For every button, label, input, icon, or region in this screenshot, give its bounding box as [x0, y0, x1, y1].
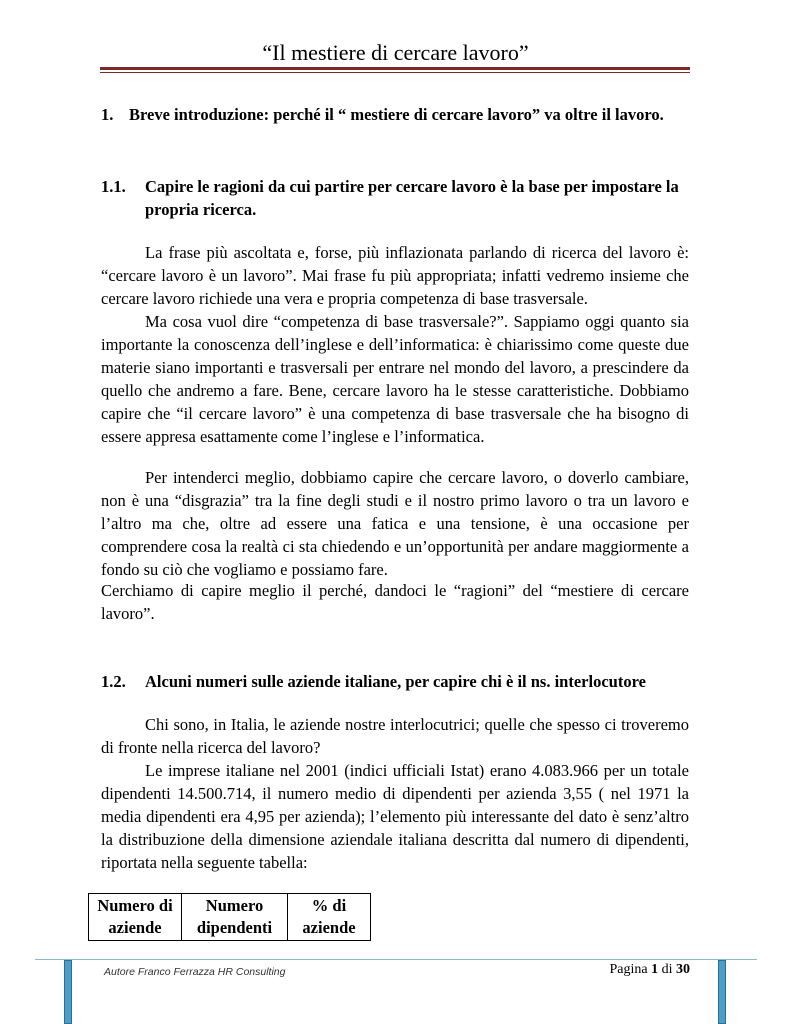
section-1-1-number: 1.1.	[101, 177, 126, 196]
header-divider-thick	[100, 67, 690, 70]
footer-divider	[35, 959, 757, 960]
companies-table	[88, 893, 371, 941]
section-1-2-title: Alcuni numeri sulle aziende italiane, per capire chi è il ns. interlocutore	[145, 672, 646, 691]
section-1-2-number: 1.2.	[101, 672, 126, 691]
page-number	[560, 962, 690, 978]
footer-author: Autore Franco Ferrazza HR Consulting	[104, 966, 286, 978]
paragraph-5: Chi sono, in Italia, le aziende nostre interlocutrici; quelle che spesso ci troveremo di fronte nella ricerca del lavoro?	[101, 715, 689, 757]
page-label: Pagina	[609, 962, 648, 977]
table-header-cell: Numero dipendenti	[182, 894, 288, 941]
paragraph-1: La frase più ascoltata e, forse, più inflazionata parlando di ricerca del lavoro è: “cercare lavoro è un lavoro”. Mai frase fu più appropriata; infatti vedremo insieme che cercare lavoro richiede una vera e propria competenza di base trasversale.	[101, 243, 689, 308]
table-header-row	[89, 894, 371, 941]
section-1-title: Breve introduzione: perché il “ mestiere di cercare lavoro” va oltre il lavoro.	[129, 105, 664, 124]
section-1-number: 1.	[101, 105, 114, 124]
paragraph-2: Ma cosa vuol dire “competenza di base trasversale?”. Sappiamo oggi quanto sia importante la conoscenza dell’inglese e dell’informatica: è chiarissimo come queste due materie siano importanti e trasversali per entrare nel mondo del lavoro, a prescindere da quello che andremo a fare. Bene, cercare lavoro ha le stesse caratteristiche. Dobbiamo capire che “il cercare lavoro” è una competenza di base trasversale che ha bisogno di essere appresa esattamente come l’inglese e l’informatica.	[101, 312, 689, 446]
table-header-cell: Numero di aziende	[89, 894, 182, 941]
page-of: di	[661, 962, 673, 977]
paragraph-3: Per intenderci meglio, dobbiamo capire che cercare lavoro, o doverlo cambiare, non è una “disgrazia” tra la fine degli studi e il nostro primo lavoro o tra un lavoro e l’altro ma che, oltre ad essere una fatica e una tensione, è una occasione per comprendere cosa la realtà ci sta chiedendo e un’opportunità per andare maggiormente a fondo su ciò che vogliamo e possiamo fare.	[101, 468, 689, 579]
section-1-heading	[101, 105, 664, 125]
section-1-1-title: Capire le ragioni da cui partire per cercare lavoro è la base per impostare la propria ricerca.	[145, 177, 679, 219]
header-divider-thin	[100, 72, 690, 73]
paragraph-4: Cerchiamo di capire meglio il perché, dandoci le “ragioni” del “mestiere di cercare lavoro”.	[101, 581, 689, 623]
page-total: 30	[676, 962, 690, 977]
paragraph-6: Le imprese italiane nel 2001 (indici ufficiali Istat) erano 4.083.966 per un totale dipendenti 14.500.714, il numero medio di dipendenti per azienda 3,55 ( nel 1971 la media dipendenti era 4,95 per azienda); l’elemento più interessante del dato è senz’altro la distribuzione della dimensione aziendale italiana descritta dal numero di dipendenti, riportata nella seguente tabella:	[101, 761, 689, 872]
page-current: 1	[651, 962, 659, 977]
table-header-cell: % di aziende	[288, 894, 371, 941]
footer-accent-left	[64, 960, 72, 1024]
footer-accent-right	[718, 960, 726, 1024]
document-title: “Il mestiere di cercare lavoro”	[262, 40, 529, 65]
